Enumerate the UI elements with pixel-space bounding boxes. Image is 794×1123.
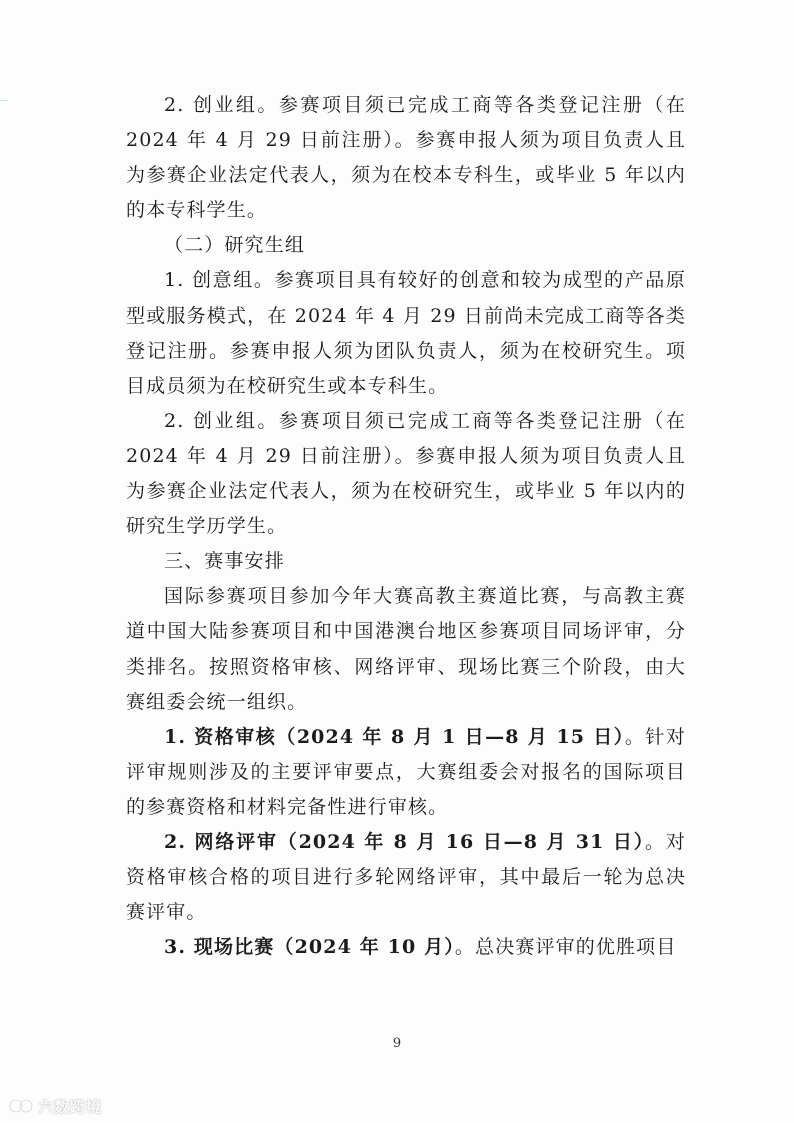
paragraph-undergrad-startup: 2. 创业组。参赛项目须已完成工商等各类登记注册（在 2024 年 4 月 29 日前注册）。参赛申报人须为项目负责人且为参赛企业法定代表人，须为在校本专科生，或毕业 5 年以内的本专科学生。 [126,94,686,222]
section-heading-graduate: （二）研究生组 [164,234,305,257]
watermark-logo-icon [8,1095,34,1117]
onsite-competition-text: 。总决赛评审的优胜项目 [454,936,677,959]
paragraph-graduate-idea: 1. 创意组。参赛项目具有较好的创意和较为成型的产品原型或服务模式，在 2024 年 4 月 29 日前尚未完成工商等各类登记注册。参赛申报人须为团队负责人，须为在校研究生。项目成员须为在校研究生或本专科生。 [126,269,686,397]
paragraph-graduate-startup: 2. 创业组。参赛项目须已完成工商等各类登记注册（在 2024 年 4 月 29 日前注册）。参赛申报人须为项目负责人且为参赛企业法定代表人，须为在校研究生，或毕业 5 年以内的研究生学历学生。 [126,409,686,538]
paragraph-schedule-intro: 国际参赛项目参加今年大赛高教主赛道比赛，与高教主赛道中国大陆参赛项目和中国港澳台地区参赛项目同场评审，分类排名。按照资格审核、网络评审、现场比赛三个阶段，由大赛组委会统一组织。 [126,585,686,713]
online-review-text: 。对资格审核合格的项目进行多轮网络评审，其中最后一轮为总决赛评审。 [126,830,686,924]
online-review-lead: 2. 网络评审（2024 年 8 月 16 日—8 月 31 日） [164,830,646,853]
watermark-text: 六数跨境 [38,1097,103,1116]
paragraph-online-review [126,825,686,930]
section-heading-schedule: 三、赛事安排 [164,550,285,573]
scan-edge-mark [0,100,8,101]
paragraph-onsite-competition [126,930,686,965]
page-number: 9 [392,1036,402,1051]
watermark [8,1093,102,1119]
onsite-competition-lead: 3. 现场比赛（2024 年 10 月） [164,936,455,959]
paragraph-qualification-review [126,720,686,825]
qualification-review-lead: 1. 资格审核（2024 年 8 月 1 日—8 月 15 日） [164,725,625,748]
qualification-review-text: 。针对评审规则涉及的主要评审要点，大赛组委会对报名的国际项目的参赛资格和材料完备性进行审核。 [126,725,686,818]
document-body [126,88,686,965]
